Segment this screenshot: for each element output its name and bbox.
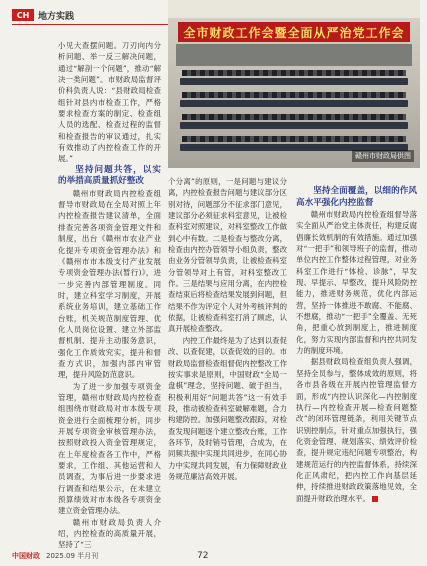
page-number: 72 — [197, 551, 209, 561]
magazine-logo: CH — [12, 9, 34, 21]
paragraph-text: 据县财政局检查组负责人强调，坚持全员参与，整体成效的原则，将各市县各级在开展内控管理监督方面，形成“内控认识深化—内控制度执行—内控检查开展—检查问题整改”的闭环管理链条，利用关键节点识别控制点，针对重点加强执行，强化资金管理、规划落实、绩效评价检查，提升规定违纪问题专项整治，构建规范运行的内控监督体系，持续深化正风肃纪，把内控工作向基层延伸，持续推进财政政策落地见效，全面提升财政治理水平。 — [296, 357, 417, 503]
column-3 — [296, 176, 417, 504]
photo-stage — [176, 44, 412, 66]
photo-audience-row — [182, 70, 406, 76]
photo-audience-row — [182, 136, 406, 142]
section-heading: 坚持全面覆盖，以细的作风高水平强化内控监督 — [296, 186, 417, 208]
photo-table-row — [180, 100, 408, 107]
article-end-icon — [372, 496, 378, 502]
section-heading: 坚持问题共答，以实的举措高质量抓好整改 — [58, 164, 161, 187]
paragraph: 赣州市财政局内控检查组督导落实全面从严治党主体责任，构建反腐倡廉长效机制的有效措施。通过加强对“一把手”和领导班子的监督，推动单位内控工作整体过程管理，对业务科室工作进行“体检、诊脉”，早发现、早提示、早整改，提升风险防控能力，推进财务规范，优化内部运营，坚持一体推进不敢腐、不能腐、不想腐，推动“一把手”全覆盖、无死角，把重心放到制度上，推进制度化，努力实现内部监督和内控共同发力的制度环境。 — [296, 210, 417, 356]
column-1 — [58, 40, 161, 551]
photo-table-row — [180, 78, 408, 85]
column-2 — [168, 176, 287, 482]
footer-brand: 中国财政 — [12, 552, 40, 560]
photo-credit: 赣州市财政局供图 — [352, 150, 414, 162]
paragraph — [296, 356, 417, 503]
meeting-photo — [168, 0, 420, 168]
paragraph: 赣州市财政局负责人介绍，内控检查的高质量开展，坚持了“三 — [58, 517, 161, 550]
photo-ceiling — [168, 0, 420, 18]
paragraph: 为了进一步加强专项资金管理，赣州市财政局内控检查组围绕市财政局对市本级专项资金进行全面梳理分析，同步开展专项资金审核管理办法，按照财政投入资金管理规定，在上年度检查各工作中，严格要求，工作组、其他运营和人员调查，为事后进一步要求进行调查和结果公示，在未建立预算绩效对市本级各专项资金建立资金管理办法。 — [58, 381, 161, 516]
photo-audience-row — [182, 114, 406, 120]
paragraph: 小见大查摆问题。刀刃向内分析问题、举一反三解决问题，通过“解剖一个问题”，推动“解决一类问题”。市财政局监督评价科负责人说：“县财政局检查组针对县内市检查工作，严格要求检查方案的制定、检查组人员的选配、检查过程的监督和检查报告的审议通过，扎实有效推动了内控检查工作的开展。” — [58, 41, 161, 164]
photo-table-row — [180, 122, 408, 129]
page-footer — [12, 551, 415, 561]
paragraph: 内控工作最终是为了达到以查促改、以查促建，以查促效的目的。市财政局监督检查组督促内控整改工作按实事求是原则，中国财政“全局一盘棋”理念，坚持问题、破于担当，积极利用好“问题共答”这一有效手段，推动被检查科室破解难题，合力构建防控。加强问题整改跟踪，对检查发现问题逐个建立整改台账，工作各环节，及时销号管理，合成为，在同频共振中实现共同进步，在同心协力中实现共同发展，有力保障财政业务规范廉洁高效开展。 — [168, 335, 287, 481]
section-title: 地方实践 — [38, 11, 75, 22]
footer-issue: 2025.09 半月刊 — [46, 552, 99, 560]
page-header — [12, 8, 74, 22]
photo-banner: 全市财政工作会暨全面从严治党工作会 — [178, 22, 410, 42]
paragraph: 赣州市财政局内控检查组督导市财政局在全局对照上年内控检查报告建议清单，全面排查完善各项资金管理文件和制度，出台《赣州市农业产业化提升专项资金管理办法》和《赣州市市本级支付产业发展专项资金管理办法(暂行)》，进一步完善内部管理制度。同时，建立科室学习制度，开展系统业务培训，建立基础工作台账，机关规范制度管理、优化人员岗位设置、建立外部监督机制、提升主动服务意识，强化工作质效究实，提升和督查方式识，加强内部内审管理，提升风险防范意识。 — [58, 188, 161, 380]
photo-audience-row — [182, 92, 406, 98]
paragraph: 个分离”的原则，一是问题与建议分离，内控检查报告问题与建议部分区别对待，问题部分不征求部门意见，建议部分必须征求科室意见，让被检查科室对照建议，对科室整改工作做到心中有数。二是检查与整改分离，检查由内控办管领导小组负责，整改由业务分管领导负责，让被检查科室分管领导对上有管，对科室整改工作。三是结果与应用分离，在内控检查结束后将检查结果发展到问题，但结果不作为评定个人对外考核评判的依据，让被检查科室打消了顾虑，认真开展检查整改。 — [168, 177, 287, 334]
